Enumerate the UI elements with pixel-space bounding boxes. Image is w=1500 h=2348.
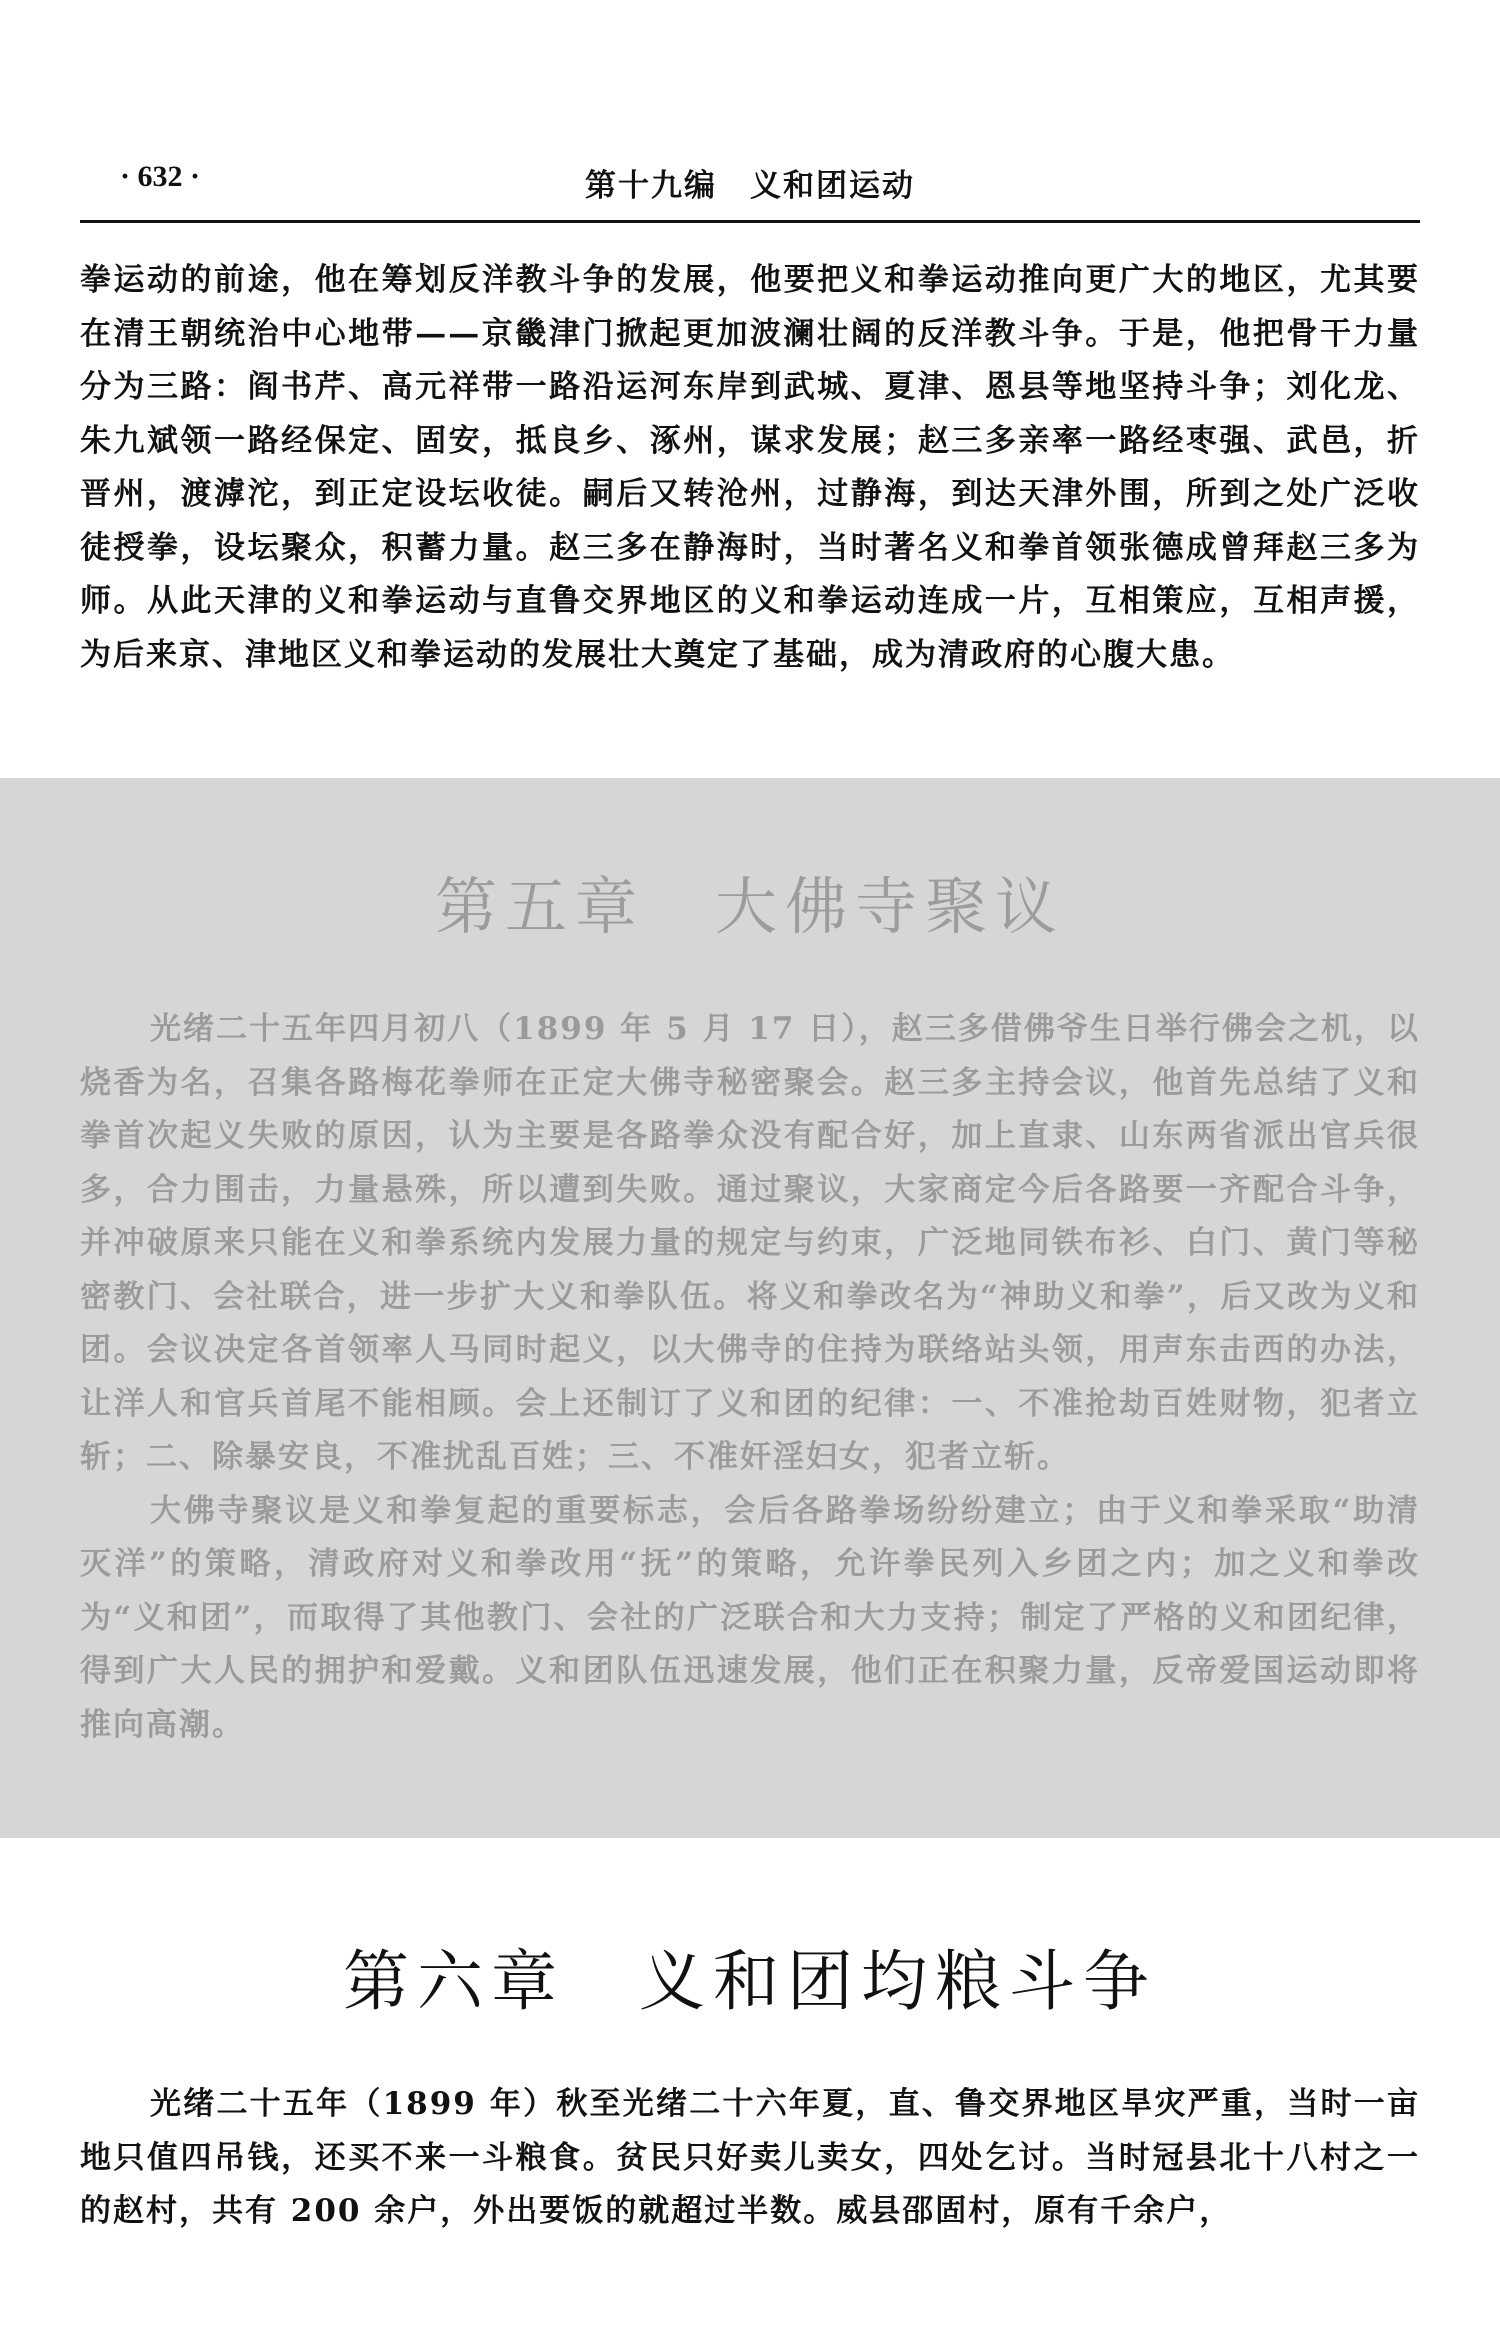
chapter-five-body: [80, 1003, 1420, 1752]
chapter-five-paragraph-1: 光绪二十五年四月初八（1899 年 5 月 17 日），赵三多借佛爷生日举行佛会之机，以烧香为名，召集各路梅花拳师在正定大佛寺秘密聚会。赵三多主持会议，他首先总结了义和拳首次起义失败的原因，认为主要是各路拳众没有配合好，加上直隶、山东两省派出官兵很多，合力围击，力量悬殊，所以遭到失败。通过聚议，大家商定今后各路要一齐配合斗争，并冲破原来只能在义和拳系统内发展力量的规定与约束，广泛地同铁布衫、白门、黄门等秘密教门、会社联合，进一步扩大义和拳队伍。将义和拳改名为“神助义和拳”，后又改为义和团。会议决定各首领率人马同时起义，以大佛寺的住持为联络站头领，用声东击西的办法，让洋人和官兵首尾不能相顾。会上还制订了义和团的纪律：一、不准抢劫百姓财物，犯者立斩；二、除暴安良，不准扰乱百姓；三、不准奸淫妇女，犯者立斩。: [80, 1011, 1420, 1475]
chapter-six-paragraph-1: 光绪二十五年（1899 年）秋至光绪二十六年夏，直、鲁交界地区旱灾严重，当时一亩地只值四吊钱，还买不来一斗粮食。贫民只好卖儿卖女，四处乞讨。当时冠县北十八村之一的赵村，共有 200 余户，外出要饭的就超过半数。威县邵固村，原有千余户，: [80, 2086, 1420, 2229]
chapter-six-body: [80, 2078, 1420, 2239]
continuation-paragraph: 拳运动的前途，他在筹划反洋教斗争的发展，他要把义和拳运动推向更广大的地区，尤其要在清王朝统治中心地带——京畿津门掀起更加波澜壮阔的反洋教斗争。于是，他把骨干力量分为三路：阎书芹、高元祥带一路沿运河东岸到武城、夏津、恩县等地坚持斗争；刘化龙、朱九斌领一路经保定、固安，抵良乡、涿州，谋求发展；赵三多亲率一路经枣强、武邑，折晋州，渡滹沱，到正定设坛收徒。嗣后又转沧州，过静海，到达天津外围，所到之处广泛收徒授拳，设坛聚众，积蓄力量。赵三多在静海时，当时著名义和拳首领张德成曾拜赵三多为师。从此天津的义和拳运动与直鲁交界地区的义和拳运动连成一片，互相策应，互相声援，为后来京、津地区义和拳运动的发展壮大奠定了基础，成为清政府的心腹大患。: [80, 262, 1420, 673]
header-rule: [80, 220, 1420, 223]
chapter-five-paragraph-2: 大佛寺聚议是义和拳复起的重要标志，会后各路拳场纷纷建立；由于义和拳采取“助清灭洋”的策略，清政府对义和拳改用“抚”的策略，允许拳民列入乡团之内；加之义和拳改为“义和团”，而取得了其他教门、会社的广泛联合和大力支持；制定了严格的义和团纪律，得到广大人民的拥护和爱戴。义和团队伍迅速发展，他们正在积聚力量，反帝爱国运动即将推向高潮。: [80, 1492, 1420, 1743]
chapter-six-title: 第六章 义和团均粮斗争: [343, 1943, 1157, 2020]
page-number: · 632 ·: [120, 160, 201, 193]
running-title: 第十九编 义和团运动: [585, 168, 915, 204]
page-header: [80, 160, 1420, 210]
continuation-section: [80, 254, 1420, 682]
chapter-five-title: 第五章 大佛寺聚议: [434, 870, 1065, 943]
